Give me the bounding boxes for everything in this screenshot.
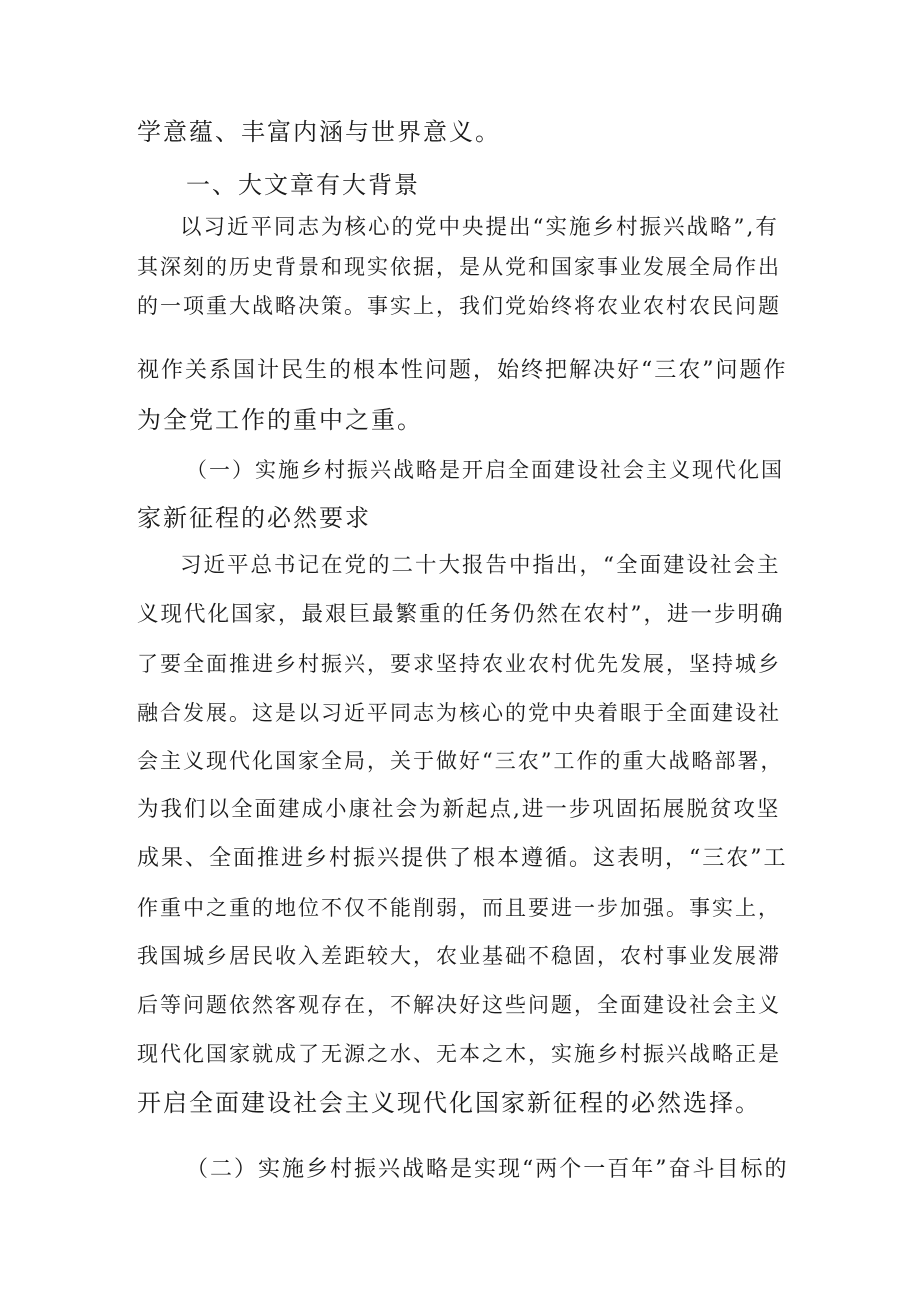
text-line: 会主义现代化国家全局，关于做好“三农”工作的重大战略部署，: [137, 749, 784, 773]
text-line: 成果、全面推进乡村振兴提供了根本遵循。这表明，“三农”工: [137, 846, 788, 871]
subsection-heading: （一）实施乡村振兴战略是开启全面建设社会主义现代化国: [186, 458, 784, 482]
text-line: 习近平总书记在党的二十大报告中指出，“全面建设社会主: [180, 553, 781, 578]
subsection-heading: （二）实施乡村振兴战略是实现“两个一百年”奋斗目标的: [186, 1157, 789, 1182]
text-line: 为我们以全面建成小康社会为新起点,进一步巩固拓展脱贫攻坚: [137, 797, 781, 822]
text-line: 为全党工作的重中之重。: [137, 406, 423, 434]
text-line: 开启全面建设社会主义现代化国家新征程的必然选择。: [137, 1089, 761, 1117]
text-line: 学意蕴、丰富内涵与世界意义。: [137, 118, 501, 146]
subsection-heading-continued: 家新征程的必然要求: [137, 504, 371, 532]
text-line: 后等问题依然客观存在，不解决好这些问题，全面建设社会主义: [137, 993, 781, 1017]
text-line: 作重中之重的地位不仅不能削弱，而且要进一步加强。事实上，: [137, 896, 781, 920]
text-line: 义现代化国家，最艰巨最繁重的任务仍然在农村”，进一步明确: [137, 602, 785, 627]
section-heading: 一、大文章有大背景: [186, 171, 420, 199]
text-line: 以习近平同志为核心的党中央提出“实施乡村振兴战略”,有: [180, 215, 779, 240]
text-line: 的一项重大战略决策。事实上，我们党始终将农业农村农民问题: [137, 294, 781, 318]
text-line: 视作关系国计民生的根本性问题，始终把解决好“三农”问题作: [137, 358, 788, 383]
text-line: 现代化国家就成了无源之水、无本之木，实施乡村振兴战略正是: [137, 1042, 781, 1066]
text-line: 我国城乡居民收入差距较大，农业基础不稳固，农村事业发展滞: [137, 944, 781, 968]
text-line: 了要全面推进乡村振兴，要求坚持农业农村优先发展，坚持城乡: [137, 652, 781, 676]
text-line: 其深刻的历史背景和现实依据，是从党和国家事业发展全局作出: [137, 255, 781, 279]
text-line: 融合发展。这是以习近平同志为核心的党中央着眼于全面建设社: [137, 701, 781, 725]
